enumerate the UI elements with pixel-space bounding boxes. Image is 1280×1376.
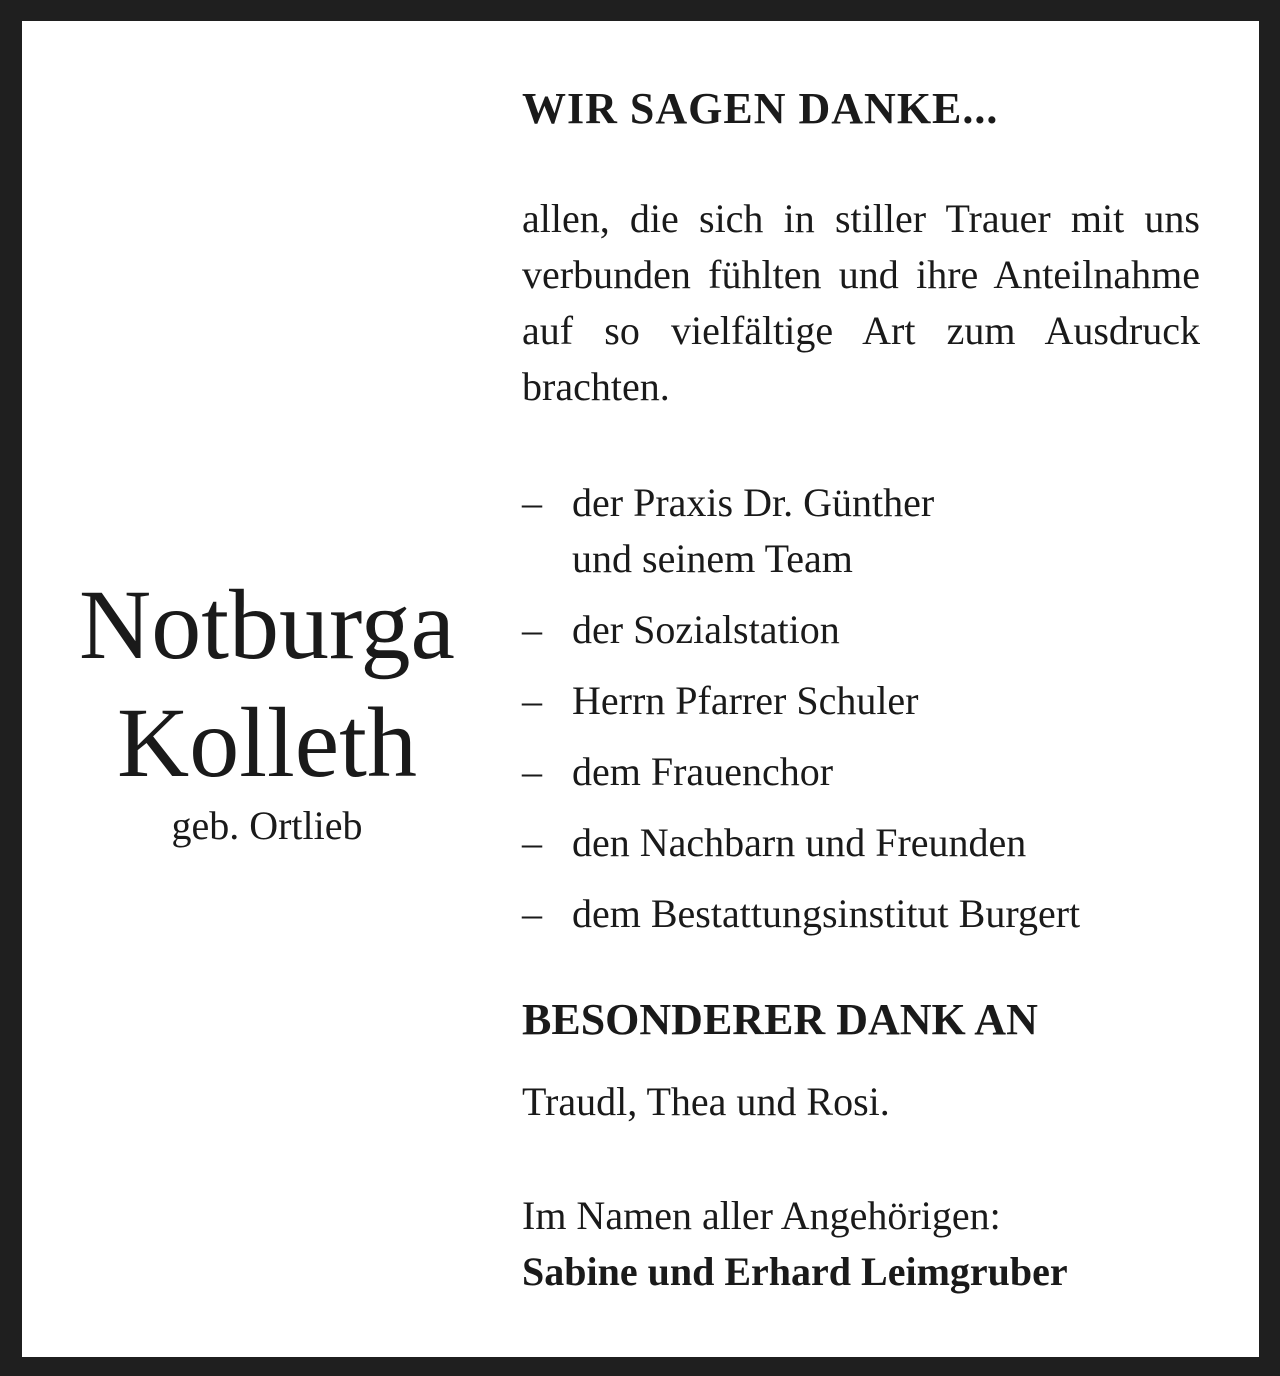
list-item-line: Herrn Pfarrer Schuler (572, 678, 919, 723)
list-item (522, 744, 1200, 800)
list-item-line: den Nachbarn und Freunden (572, 820, 1027, 865)
thanks-intro: allen, die sich in stiller Trauer mit uns verbunden fühlten und ihre Anteilnahme auf so vielfältige Art zum Ausdruck brachten. (522, 196, 1200, 409)
list-item-line: der Sozialstation (572, 607, 840, 652)
list-item (522, 815, 1200, 871)
thanks-section (522, 81, 1200, 1300)
list-item (522, 673, 1200, 729)
list-dash: – (522, 820, 542, 865)
list-item (522, 886, 1200, 942)
list-item (522, 475, 1200, 587)
list-dash: – (522, 480, 542, 525)
list-item-line: der Praxis Dr. Günther (572, 480, 935, 525)
list-item-line: und seinem Team (572, 536, 853, 581)
list-dash: – (522, 749, 542, 794)
thanks-list (522, 475, 1200, 942)
special-thanks-text: Traudl, Thea und Rosi. (522, 1079, 890, 1124)
closing-line: Im Namen aller Angehörigen: (522, 1193, 1001, 1238)
deceased-first-name: Notburga (79, 569, 455, 680)
deceased-name-block (22, 566, 512, 850)
list-dash: – (522, 678, 542, 723)
thanks-heading: WIR SAGEN DANKE... (522, 84, 999, 133)
list-item (522, 602, 1200, 658)
deceased-maiden-name: geb. Ortlieb (171, 803, 363, 848)
signers: Sabine und Erhard Leimgruber (522, 1249, 1068, 1294)
special-thanks-heading: BESONDERER DANK AN (522, 995, 1038, 1044)
list-dash: – (522, 607, 542, 652)
list-item-line: dem Bestattungsinstitut Burgert (572, 891, 1081, 936)
list-dash: – (522, 891, 542, 936)
list-item-line: dem Frauenchor (572, 749, 834, 794)
obituary-card (22, 21, 1259, 1357)
deceased-last-name: Kolleth (117, 687, 417, 798)
